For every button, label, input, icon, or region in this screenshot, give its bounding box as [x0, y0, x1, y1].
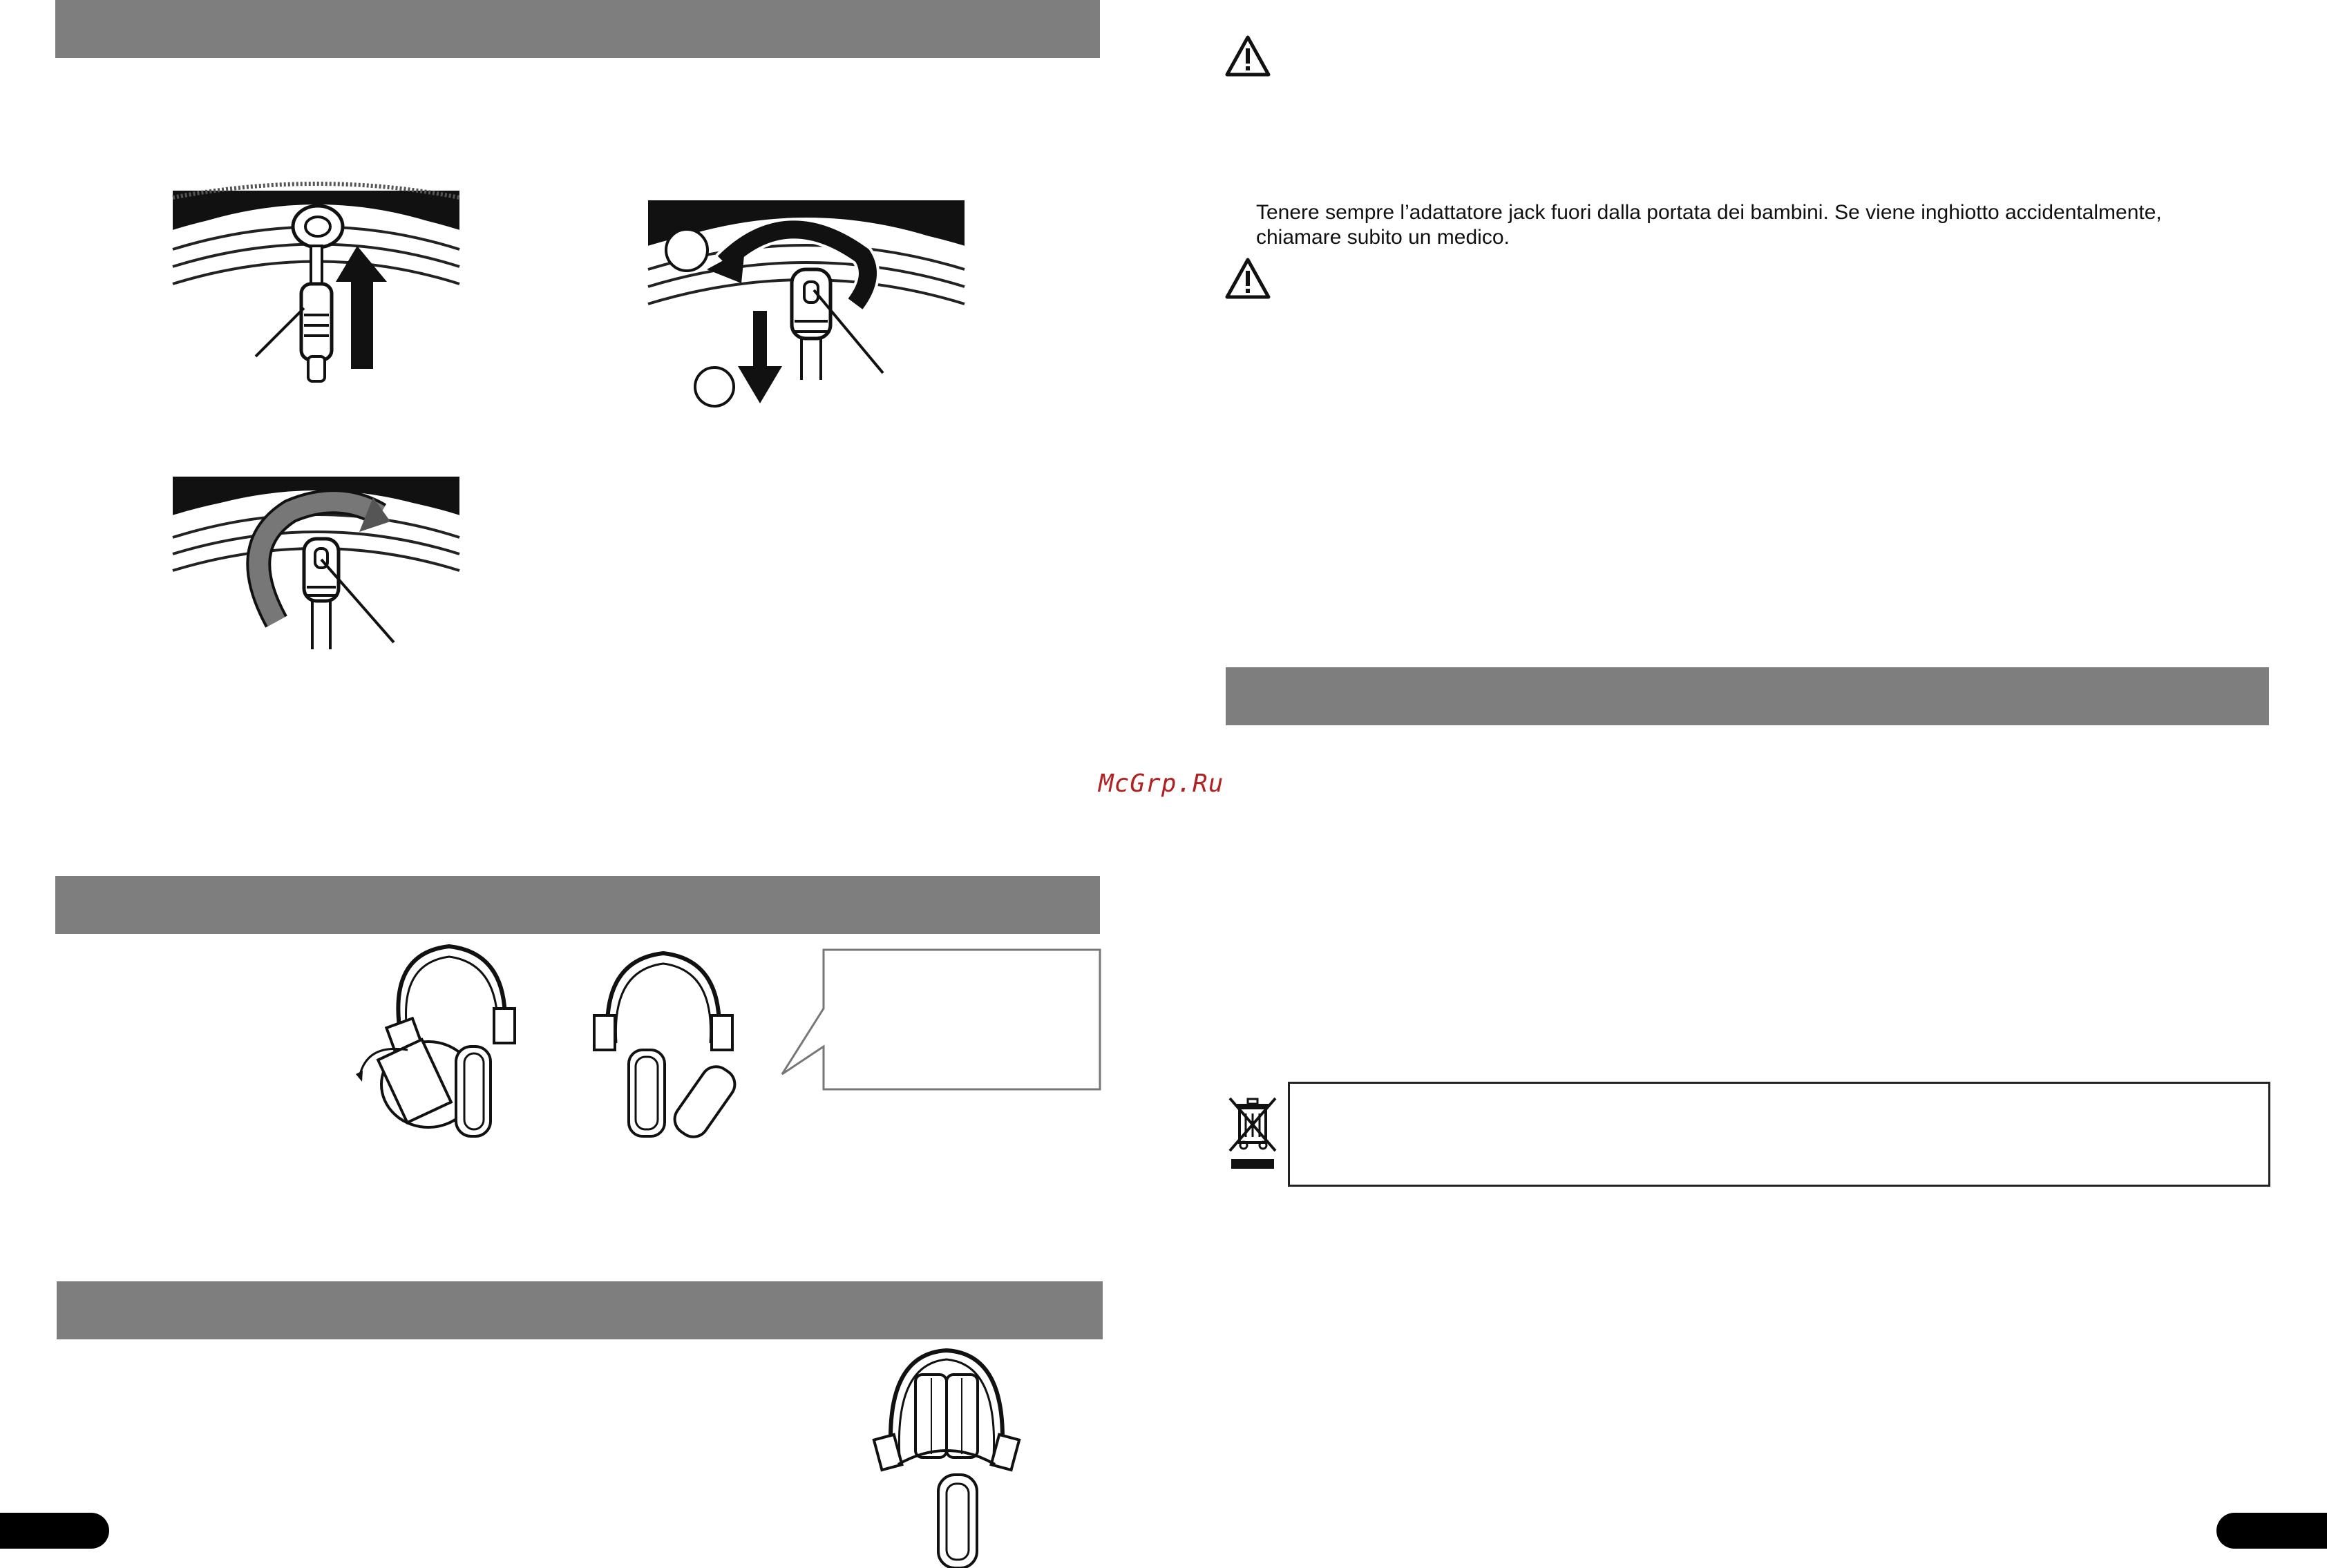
plug-twist-lock-illustration	[173, 477, 463, 656]
headphone-swivel-illustration	[580, 946, 774, 1147]
crossed-out-wheelie-bin-icon	[1227, 1096, 1278, 1172]
page-number-tab-right	[2216, 1513, 2327, 1549]
disposal-notice-box	[1288, 1082, 2270, 1187]
warning-triangle-icon	[1224, 35, 1271, 77]
section-header-bar-3	[57, 1281, 1103, 1339]
plug-twist-removal-illustration	[648, 200, 966, 414]
section-header-bar-2	[55, 876, 1100, 934]
plug-removal-illustration	[173, 191, 463, 391]
section-header-bar-1	[55, 0, 1100, 58]
page-number-tab-left	[0, 1513, 109, 1549]
warning-triangle-icon	[1224, 257, 1271, 300]
headphone-fold-illustration	[345, 939, 539, 1147]
watermark: McGrp.Ru	[1099, 769, 1224, 798]
headphone-wearing-illustration	[871, 1347, 1023, 1568]
caution-notice-text: Tenere sempre l’adattatore jack fuori dalla portata dei bambini. Se viene inghiotto accidentalmente, chiamare subito un medico.	[1256, 201, 2162, 249]
callout-pointer	[781, 950, 1105, 1091]
section-header-bar-4	[1226, 667, 2269, 725]
